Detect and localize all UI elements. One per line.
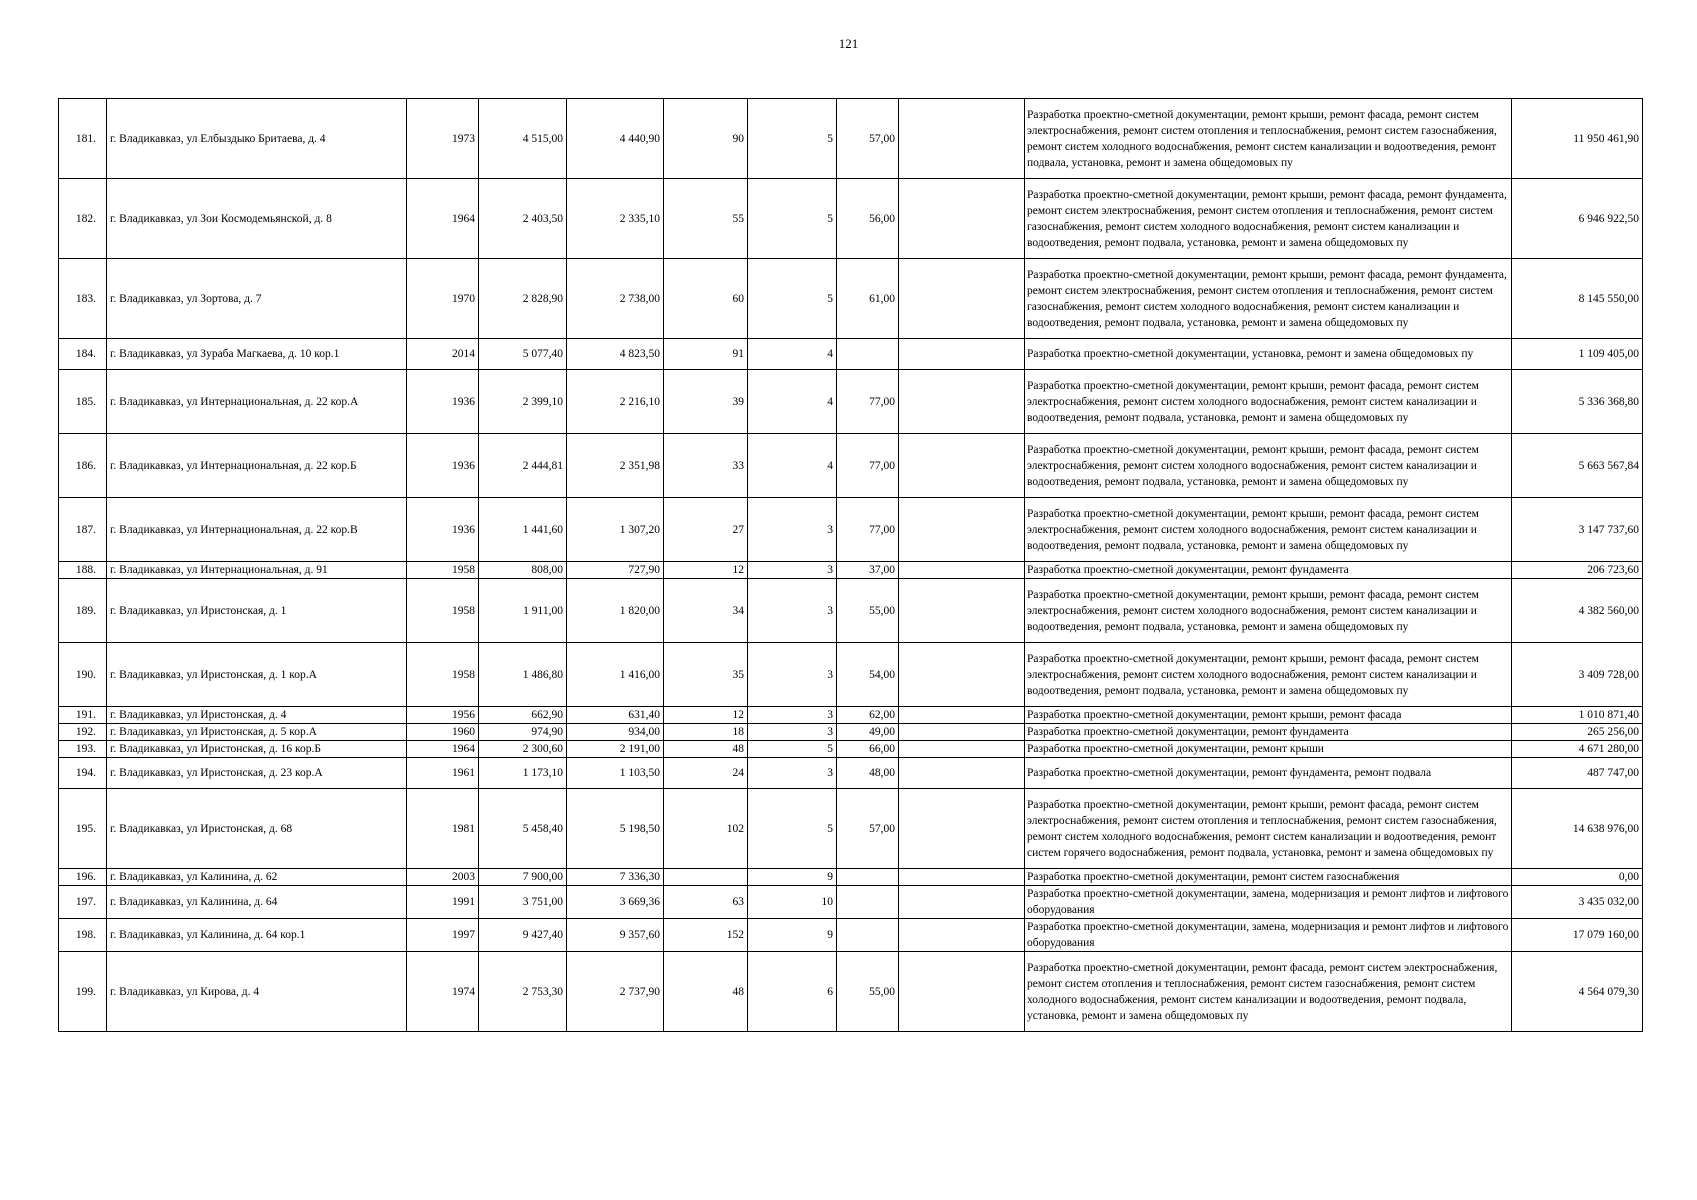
row-number-cell: 182. — [59, 179, 107, 259]
cost-cell: 1 109 405,00 — [1512, 339, 1643, 370]
living-area-cell: 2 335,10 — [567, 179, 664, 259]
year-cell: 1964 — [407, 741, 479, 758]
year-cell: 2014 — [407, 339, 479, 370]
year-cell: 1960 — [407, 724, 479, 741]
total-area-cell: 2 300,60 — [479, 741, 567, 758]
year-cell: 1958 — [407, 643, 479, 707]
residents-cell: 24 — [664, 758, 748, 789]
table-row — [59, 886, 1643, 919]
cost-cell: 6 946 922,50 — [1512, 179, 1643, 259]
floors-cell: 9 — [748, 869, 837, 886]
extra-cell — [899, 370, 1025, 434]
row-number-cell: 181. — [59, 99, 107, 179]
works-cell: Разработка проектно-сметной документации, ремонт крыши, ремонт фасада, ремонт фундамента, ремонт систем электроснабжения, ремонт систем отопления и теплоснабжения, ремонт систем газоснабжения, ремонт систем холодного водоснабжения, ремонт систем канализации и водоотведения, ремонт подвала, установка, ремонт и замена общедомовых пу — [1025, 179, 1512, 259]
table-row — [59, 179, 1643, 259]
works-cell: Разработка проектно-сметной документации, ремонт фасада, ремонт систем электроснабжения, ремонт систем отопления и теплоснабжения, ремонт систем газоснабжения, ремонт систем холодного водоснабжения, ремонт систем канализации и водоотведения, ремонт подвала, установка, ремонт и замена общедомовых пу — [1025, 952, 1512, 1032]
row-number-cell: 184. — [59, 339, 107, 370]
extra-cell — [899, 259, 1025, 339]
living-area-cell: 9 357,60 — [567, 919, 664, 952]
cost-cell: 17 079 160,00 — [1512, 919, 1643, 952]
works-cell: Разработка проектно-сметной документации, ремонт систем газоснабжения — [1025, 869, 1512, 886]
residents-cell: 34 — [664, 579, 748, 643]
works-cell: Разработка проектно-сметной документации, ремонт фундамента, ремонт подвала — [1025, 758, 1512, 789]
works-cell: Разработка проектно-сметной документации, ремонт крыши, ремонт фасада, ремонт фундамента, ремонт систем электроснабжения, ремонт систем отопления и теплоснабжения, ремонт систем газоснабжения, ремонт систем холодного водоснабжения, ремонт систем канализации и водоотведения, ремонт подвала, установка, ремонт и замена общедомовых пу — [1025, 259, 1512, 339]
wear-cell — [837, 886, 899, 919]
year-cell: 1958 — [407, 562, 479, 579]
total-area-cell: 2 444,81 — [479, 434, 567, 498]
wear-cell: 55,00 — [837, 952, 899, 1032]
works-cell: Разработка проектно-сметной документации, установка, ремонт и замена общедомовых пу — [1025, 339, 1512, 370]
table-row — [59, 741, 1643, 758]
address-cell: г. Владикавказ, ул Калинина, д. 62 — [107, 869, 407, 886]
living-area-cell: 4 440,90 — [567, 99, 664, 179]
total-area-cell: 9 427,40 — [479, 919, 567, 952]
address-cell: г. Владикавказ, ул Иристонская, д. 23 кор.А — [107, 758, 407, 789]
table-row — [59, 579, 1643, 643]
cost-cell: 4 671 280,00 — [1512, 741, 1643, 758]
year-cell: 1991 — [407, 886, 479, 919]
table-row — [59, 707, 1643, 724]
residents-cell: 33 — [664, 434, 748, 498]
living-area-cell: 4 823,50 — [567, 339, 664, 370]
living-area-cell: 1 820,00 — [567, 579, 664, 643]
total-area-cell: 3 751,00 — [479, 886, 567, 919]
wear-cell: 56,00 — [837, 179, 899, 259]
cost-cell: 487 747,00 — [1512, 758, 1643, 789]
address-cell: г. Владикавказ, ул Интернациональная, д. 22 кор.В — [107, 498, 407, 562]
table-row — [59, 952, 1643, 1032]
row-number-cell: 191. — [59, 707, 107, 724]
cost-cell: 5 663 567,84 — [1512, 434, 1643, 498]
works-cell: Разработка проектно-сметной документации, ремонт фундамента — [1025, 562, 1512, 579]
table-row — [59, 99, 1643, 179]
cost-cell: 0,00 — [1512, 869, 1643, 886]
address-cell: г. Владикавказ, ул Калинина, д. 64 кор.1 — [107, 919, 407, 952]
works-cell: Разработка проектно-сметной документации, ремонт крыши, ремонт фасада, ремонт систем электроснабжения, ремонт систем отопления и теплоснабжения, ремонт систем газоснабжения, ремонт систем холодного водоснабжения, ремонт систем канализации и водоотведения, ремонт подвала, установка, ремонт и замена общедомовых пу — [1025, 99, 1512, 179]
works-cell: Разработка проектно-сметной документации, ремонт крыши, ремонт фасада, ремонт систем электроснабжения, ремонт систем холодного водоснабжения, ремонт систем канализации и водоотведения, ремонт подвала, установка, ремонт и замена общедомовых пу — [1025, 498, 1512, 562]
residents-cell: 152 — [664, 919, 748, 952]
year-cell: 1936 — [407, 498, 479, 562]
cost-cell: 265 256,00 — [1512, 724, 1643, 741]
address-cell: г. Владикавказ, ул Иристонская, д. 4 — [107, 707, 407, 724]
wear-cell: 55,00 — [837, 579, 899, 643]
cost-cell: 4 564 079,30 — [1512, 952, 1643, 1032]
address-cell: г. Владикавказ, ул Кирова, д. 4 — [107, 952, 407, 1032]
row-number-cell: 197. — [59, 886, 107, 919]
row-number-cell: 185. — [59, 370, 107, 434]
floors-cell: 3 — [748, 643, 837, 707]
address-cell: г. Владикавказ, ул Калинина, д. 64 — [107, 886, 407, 919]
extra-cell — [899, 643, 1025, 707]
residents-cell: 35 — [664, 643, 748, 707]
extra-cell — [899, 339, 1025, 370]
total-area-cell: 2 753,30 — [479, 952, 567, 1032]
total-area-cell: 4 515,00 — [479, 99, 567, 179]
address-cell: г. Владикавказ, ул Зортова, д. 7 — [107, 259, 407, 339]
floors-cell: 5 — [748, 789, 837, 869]
row-number-cell: 190. — [59, 643, 107, 707]
table-row — [59, 919, 1643, 952]
address-cell: г. Владикавказ, ул Иристонская, д. 1 кор.А — [107, 643, 407, 707]
wear-cell: 54,00 — [837, 643, 899, 707]
total-area-cell: 2 399,10 — [479, 370, 567, 434]
extra-cell — [899, 707, 1025, 724]
floors-cell: 4 — [748, 339, 837, 370]
wear-cell: 61,00 — [837, 259, 899, 339]
cost-cell: 3 147 737,60 — [1512, 498, 1643, 562]
year-cell: 1956 — [407, 707, 479, 724]
living-area-cell: 2 191,00 — [567, 741, 664, 758]
cost-cell: 3 435 032,00 — [1512, 886, 1643, 919]
residents-cell: 18 — [664, 724, 748, 741]
living-area-cell: 3 669,36 — [567, 886, 664, 919]
address-cell: г. Владикавказ, ул Зураба Магкаева, д. 10 кор.1 — [107, 339, 407, 370]
address-cell: г. Владикавказ, ул Интернациональная, д. 22 кор.Б — [107, 434, 407, 498]
table-row — [59, 724, 1643, 741]
total-area-cell: 662,90 — [479, 707, 567, 724]
extra-cell — [899, 886, 1025, 919]
table-body — [59, 99, 1643, 1032]
living-area-cell: 1 103,50 — [567, 758, 664, 789]
table-row — [59, 869, 1643, 886]
total-area-cell: 5 458,40 — [479, 789, 567, 869]
extra-cell — [899, 179, 1025, 259]
extra-cell — [899, 741, 1025, 758]
cost-cell: 1 010 871,40 — [1512, 707, 1643, 724]
extra-cell — [899, 758, 1025, 789]
address-cell: г. Владикавказ, ул Иристонская, д. 1 — [107, 579, 407, 643]
wear-cell: 48,00 — [837, 758, 899, 789]
year-cell: 1936 — [407, 370, 479, 434]
works-cell: Разработка проектно-сметной документации, ремонт крыши, ремонт фасада, ремонт систем электроснабжения, ремонт систем холодного водоснабжения, ремонт систем канализации и водоотведения, ремонт подвала, установка, ремонт и замена общедомовых пу — [1025, 370, 1512, 434]
residents-cell: 48 — [664, 952, 748, 1032]
year-cell: 1997 — [407, 919, 479, 952]
total-area-cell: 974,90 — [479, 724, 567, 741]
year-cell: 1974 — [407, 952, 479, 1032]
floors-cell: 3 — [748, 579, 837, 643]
works-cell: Разработка проектно-сметной документации, ремонт крыши, ремонт фасада, ремонт систем электроснабжения, ремонт систем холодного водоснабжения, ремонт систем канализации и водоотведения, ремонт подвала, установка, ремонт и замена общедомовых пу — [1025, 643, 1512, 707]
address-cell: г. Владикавказ, ул Интернациональная, д. 91 — [107, 562, 407, 579]
floors-cell: 5 — [748, 179, 837, 259]
address-cell: г. Владикавказ, ул Зои Космодемьянской, д. 8 — [107, 179, 407, 259]
extra-cell — [899, 789, 1025, 869]
floors-cell: 3 — [748, 562, 837, 579]
wear-cell: 57,00 — [837, 99, 899, 179]
works-cell: Разработка проектно-сметной документации, замена, модернизация и ремонт лифтов и лифтового оборудования — [1025, 919, 1512, 952]
year-cell: 1970 — [407, 259, 479, 339]
living-area-cell: 1 307,20 — [567, 498, 664, 562]
extra-cell — [899, 919, 1025, 952]
cost-cell: 5 336 368,80 — [1512, 370, 1643, 434]
wear-cell: 62,00 — [837, 707, 899, 724]
year-cell: 1936 — [407, 434, 479, 498]
cost-cell: 4 382 560,00 — [1512, 579, 1643, 643]
floors-cell: 5 — [748, 259, 837, 339]
table-row — [59, 643, 1643, 707]
extra-cell — [899, 498, 1025, 562]
table-row — [59, 498, 1643, 562]
residents-cell: 102 — [664, 789, 748, 869]
total-area-cell: 5 077,40 — [479, 339, 567, 370]
works-cell: Разработка проектно-сметной документации, ремонт крыши, ремонт фасада, ремонт систем электроснабжения, ремонт систем холодного водоснабжения, ремонт систем канализации и водоотведения, ремонт подвала, установка, ремонт и замена общедомовых пу — [1025, 434, 1512, 498]
wear-cell: 66,00 — [837, 741, 899, 758]
table-row — [59, 370, 1643, 434]
total-area-cell: 1 911,00 — [479, 579, 567, 643]
total-area-cell: 808,00 — [479, 562, 567, 579]
floors-cell: 4 — [748, 370, 837, 434]
row-number-cell: 198. — [59, 919, 107, 952]
works-cell: Разработка проектно-сметной документации, замена, модернизация и ремонт лифтов и лифтового оборудования — [1025, 886, 1512, 919]
living-area-cell: 2 737,90 — [567, 952, 664, 1032]
extra-cell — [899, 434, 1025, 498]
total-area-cell: 7 900,00 — [479, 869, 567, 886]
floors-cell: 9 — [748, 919, 837, 952]
works-cell: Разработка проектно-сметной документации, ремонт крыши — [1025, 741, 1512, 758]
table-row — [59, 434, 1643, 498]
wear-cell: 49,00 — [837, 724, 899, 741]
row-number-cell: 183. — [59, 259, 107, 339]
row-number-cell: 188. — [59, 562, 107, 579]
cost-cell: 8 145 550,00 — [1512, 259, 1643, 339]
cost-cell: 11 950 461,90 — [1512, 99, 1643, 179]
wear-cell: 77,00 — [837, 370, 899, 434]
table-row — [59, 789, 1643, 869]
residents-cell — [664, 869, 748, 886]
total-area-cell: 1 441,60 — [479, 498, 567, 562]
cost-cell: 14 638 976,00 — [1512, 789, 1643, 869]
wear-cell: 57,00 — [837, 789, 899, 869]
residents-cell: 39 — [664, 370, 748, 434]
repair-program-table — [58, 98, 1643, 1032]
table-row — [59, 562, 1643, 579]
extra-cell — [899, 869, 1025, 886]
wear-cell — [837, 869, 899, 886]
row-number-cell: 186. — [59, 434, 107, 498]
living-area-cell: 2 351,98 — [567, 434, 664, 498]
residents-cell: 60 — [664, 259, 748, 339]
address-cell: г. Владикавказ, ул Интернациональная, д. 22 кор.А — [107, 370, 407, 434]
works-cell: Разработка проектно-сметной документации, ремонт крыши, ремонт фасада, ремонт систем электроснабжения, ремонт систем холодного водоснабжения, ремонт систем канализации и водоотведения, ремонт подвала, установка, ремонт и замена общедомовых пу — [1025, 579, 1512, 643]
address-cell: г. Владикавказ, ул Иристонская, д. 16 кор.Б — [107, 741, 407, 758]
residents-cell: 48 — [664, 741, 748, 758]
living-area-cell: 934,00 — [567, 724, 664, 741]
residents-cell: 12 — [664, 707, 748, 724]
total-area-cell: 1 173,10 — [479, 758, 567, 789]
table-row — [59, 259, 1643, 339]
cost-cell: 206 723,60 — [1512, 562, 1643, 579]
address-cell: г. Владикавказ, ул Иристонская, д. 68 — [107, 789, 407, 869]
living-area-cell: 631,40 — [567, 707, 664, 724]
wear-cell — [837, 339, 899, 370]
extra-cell — [899, 562, 1025, 579]
wear-cell: 37,00 — [837, 562, 899, 579]
table-row — [59, 758, 1643, 789]
floors-cell: 3 — [748, 498, 837, 562]
year-cell: 1981 — [407, 789, 479, 869]
extra-cell — [899, 579, 1025, 643]
living-area-cell: 5 198,50 — [567, 789, 664, 869]
living-area-cell: 1 416,00 — [567, 643, 664, 707]
floors-cell: 3 — [748, 758, 837, 789]
year-cell: 2003 — [407, 869, 479, 886]
year-cell: 1964 — [407, 179, 479, 259]
living-area-cell: 2 216,10 — [567, 370, 664, 434]
year-cell: 1961 — [407, 758, 479, 789]
year-cell: 1958 — [407, 579, 479, 643]
residents-cell: 90 — [664, 99, 748, 179]
floors-cell: 3 — [748, 724, 837, 741]
floors-cell: 5 — [748, 741, 837, 758]
row-number-cell: 199. — [59, 952, 107, 1032]
floors-cell: 3 — [748, 707, 837, 724]
row-number-cell: 193. — [59, 741, 107, 758]
row-number-cell: 196. — [59, 869, 107, 886]
residents-cell: 12 — [664, 562, 748, 579]
residents-cell: 63 — [664, 886, 748, 919]
extra-cell — [899, 724, 1025, 741]
residents-cell: 27 — [664, 498, 748, 562]
living-area-cell: 7 336,30 — [567, 869, 664, 886]
floors-cell: 4 — [748, 434, 837, 498]
total-area-cell: 2 828,90 — [479, 259, 567, 339]
page-number: 121 — [838, 36, 859, 51]
row-number-cell: 189. — [59, 579, 107, 643]
floors-cell: 10 — [748, 886, 837, 919]
living-area-cell: 727,90 — [567, 562, 664, 579]
cost-cell: 3 409 728,00 — [1512, 643, 1643, 707]
year-cell: 1973 — [407, 99, 479, 179]
total-area-cell: 2 403,50 — [479, 179, 567, 259]
row-number-cell: 187. — [59, 498, 107, 562]
row-number-cell: 192. — [59, 724, 107, 741]
wear-cell — [837, 919, 899, 952]
table-row — [59, 339, 1643, 370]
works-cell: Разработка проектно-сметной документации, ремонт крыши, ремонт фасада — [1025, 707, 1512, 724]
residents-cell: 91 — [664, 339, 748, 370]
row-number-cell: 194. — [59, 758, 107, 789]
works-cell: Разработка проектно-сметной документации, ремонт фундамента — [1025, 724, 1512, 741]
extra-cell — [899, 99, 1025, 179]
total-area-cell: 1 486,80 — [479, 643, 567, 707]
address-cell: г. Владикавказ, ул Иристонская, д. 5 кор.А — [107, 724, 407, 741]
living-area-cell: 2 738,00 — [567, 259, 664, 339]
works-cell: Разработка проектно-сметной документации, ремонт крыши, ремонт фасада, ремонт систем электроснабжения, ремонт систем отопления и теплоснабжения, ремонт систем газоснабжения, ремонт систем холодного водоснабжения, ремонт систем канализации и водоотведения, ремонт систем горячего водоснабжения, ремонт подвала, установка, ремонт и замена общедомовых пу — [1025, 789, 1512, 869]
floors-cell: 5 — [748, 99, 837, 179]
wear-cell: 77,00 — [837, 498, 899, 562]
extra-cell — [899, 952, 1025, 1032]
residents-cell: 55 — [664, 179, 748, 259]
wear-cell: 77,00 — [837, 434, 899, 498]
row-number-cell: 195. — [59, 789, 107, 869]
floors-cell: 6 — [748, 952, 837, 1032]
address-cell: г. Владикавказ, ул Елбыздыко Бритаева, д. 4 — [107, 99, 407, 179]
